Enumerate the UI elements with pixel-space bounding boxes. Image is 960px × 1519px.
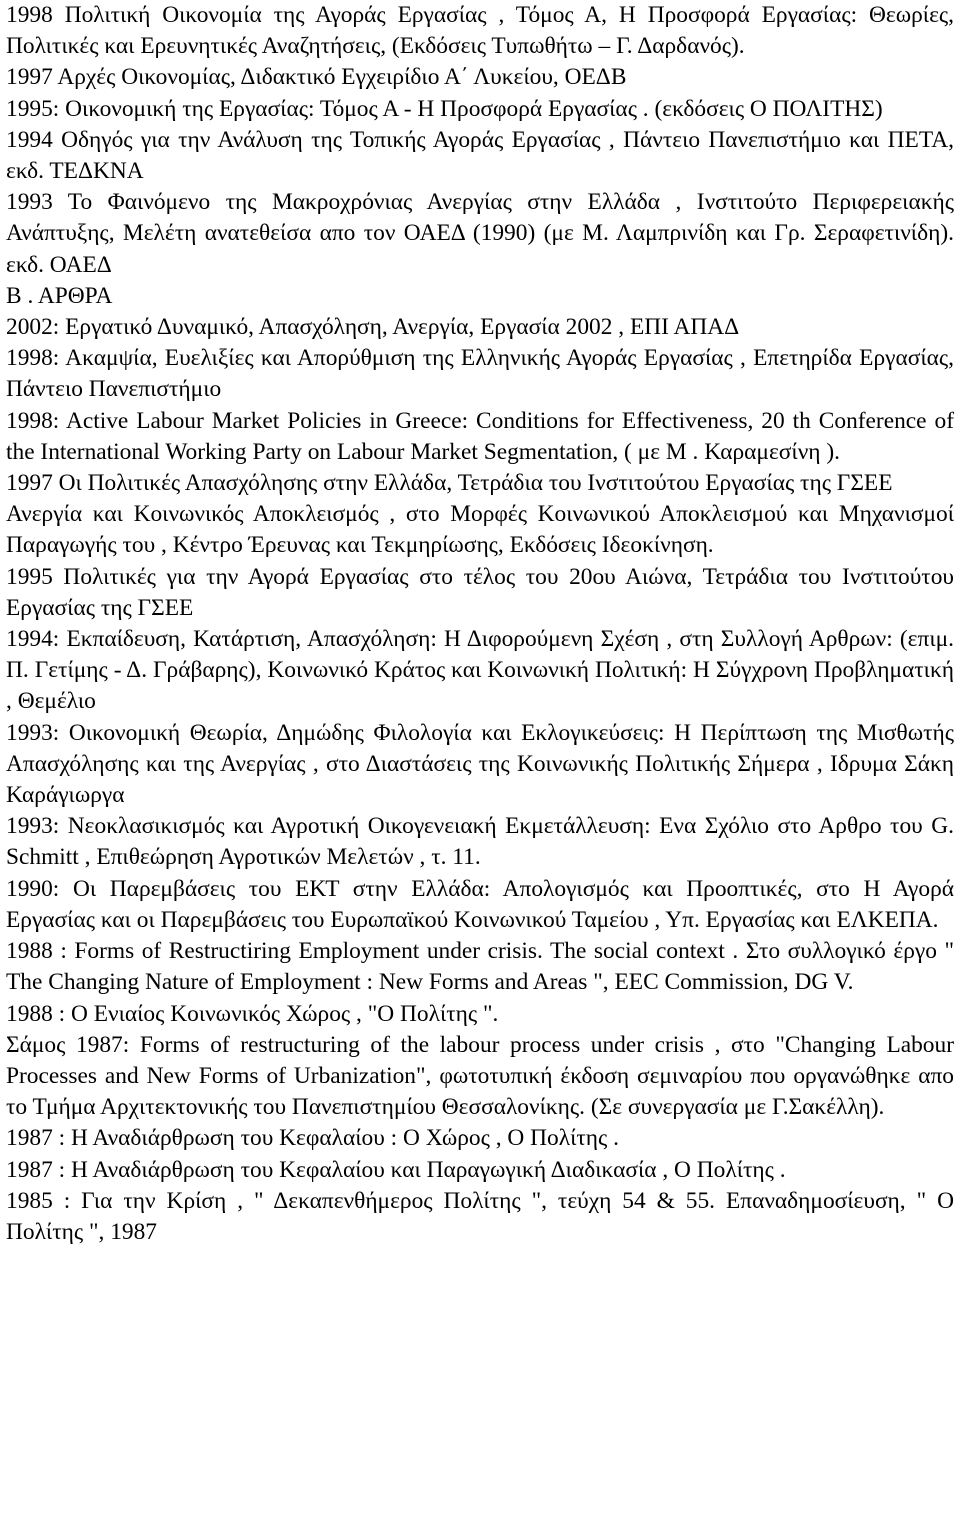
entry-paragraph: Ανεργία και Κοινωνικός Αποκλεισμός , στο Μορφές Κοινωνικού Αποκλεισμού και Μηχανισμοί Παραγωγής του , Κέντρο Έρευνας και Τεκμηρίωσης, Εκδόσεις Ιδεοκίνηση. xyxy=(6,501,954,559)
entry-paragraph: 1994 Οδηγός για την Ανάλυση της Τοπικής Αγοράς Εργασίας , Πάντειο Πανεπιστήμιο και ΠΕΤΑ, εκδ. ΤΕΔΚΝΑ xyxy=(6,126,954,185)
section-heading: Β . ΑΡΘΡΑ xyxy=(6,282,113,309)
entry-paragraph: 1988 : Ο Ενιαίος Κοινωνικός Χώρος , "Ο Πολίτης ". xyxy=(6,1000,499,1027)
entry-paragraph: 1994: Εκπαίδευση, Κατάρτιση, Απασχόληση: Η Διφορούμενη Σχέση , στη Συλλογή Αρθρων: (επιμ. Π. Γετίμης - Δ. Γράβαρης), Κοινωνικό Κράτος και Κοινωνική Πολιτική: Η Σύγχρονη Προβληματική , Θεμέλιο xyxy=(6,626,954,715)
entry-paragraph: 1998: Active Labour Market Policies in Greece: Conditions for Effectiveness, 20 th Conference of the International Working Party on Labour Market Segmentation, ( με Μ . Καραμεσίνη ). xyxy=(6,407,954,465)
entry-paragraph: 2002: Εργατικό Δυναμικό, Απασχόληση, Ανεργία, Εργασία 2002 , ΕΠΙ ΑΠΑΔ xyxy=(6,314,740,341)
entry-paragraph: Σάμος 1987: Forms of restructuring of the labour process under crisis , στο "Changing Labour Processes and New Forms of Urbanization", φωτοτυπική έκδοση σεμιναρίου που οργανώθηκε απο το Τμήμα Αρχιτεκτονικής του Πανεπιστημίου Θεσσαλονίκης. (Σε συνεργασία με Γ.Σακέλλη). xyxy=(6,1031,954,1121)
entry-paragraph: 1987 : Η Αναδιάρθρωση του Κεφαλαίου και Παραγωγική Διαδικασία , Ο Πολίτης . xyxy=(6,1156,786,1183)
entry-paragraph: 1993: Οικονομική Θεωρία, Δημώδης Φιλολογία και Εκλογικεύσεις: Η Περίπτωση της Μισθωτής Απασχόλησης και της Ανεργίας , στο Διαστάσεις της Κοινωνικής Πολιτικής Σήμερα , Ιδρυμα Σάκη Καράγιωργα xyxy=(6,719,954,809)
entry-paragraph: 1997 Αρχές Οικονομίας, Διδακτικό Εγχειρίδιο Α΄ Λυκείου, ΟΕΔΒ xyxy=(6,64,627,91)
entry-paragraph: 1993 Το Φαινόμενο της Μακροχρόνιας Ανεργίας στην Ελλάδα , Ινστιτούτο Περιφερειακής Ανάπτυξης, Μελέτη ανατεθείσα απο τον ΟΑΕΔ (1990) (με Μ. Λαμπρινίδη και Γρ. Σεραφετινίδη). εκδ. ΟΑΕΔ xyxy=(6,189,954,278)
entry-paragraph: 1988 : Forms of Restructiring Employment under crisis. The social context . Στο συλλογικό έργο " The Changing Nature of Employment : New Forms and Areas ", EEC Commission, DG V. xyxy=(6,938,954,996)
entry-paragraph: 1993: Νεοκλασικισμός και Αγροτική Οικογενειακή Εκμετάλλευση: Ενα Σχόλιο στο Αρθρο του G. Schmitt , Επιθεώρηση Αγροτικών Μελετών , τ. 11. xyxy=(6,813,954,871)
entry-paragraph: 1985 : Για την Κρίση , " Δεκαπενθήμερος Πολίτης ", τεύχη 54 & 55. Επαναδημοσίευση, " Ο Πολίτης ", 1987 xyxy=(6,1187,954,1245)
entry-paragraph: 1995 Πολιτικές για την Αγορά Εργασίας στο τέλος του 20ου Αιώνα, Τετράδια του Ινστιτούτου Εργασίας της ΓΣΕΕ xyxy=(6,563,954,621)
entry-paragraph: 1990: Οι Παρεμβάσεις του ΕΚΤ στην Ελλάδα: Απολογισμός και Προοπτικές, στο Η Αγορά Εργασίας και οι Παρεμβάσεις του Ευρωπαϊκού Κοινωνικού Ταμείου , Υπ. Εργασίας και ΕΛΚΕΠΑ. xyxy=(6,875,954,933)
entry-paragraph: 1997 Οι Πολιτικές Απασχόλησης στην Ελλάδα, Τετράδια του Ινστιτούτου Εργασίας της ΓΣΕΕ xyxy=(6,470,893,497)
entry-paragraph: 1995: Οικονομική της Εργασίας: Τόμος Α - Η Προσφορά Εργασίας . (εκδόσεις Ο ΠΟΛΙΤΗΣ) xyxy=(6,95,883,122)
entry-paragraph: 1987 : Η Αναδιάρθρωση του Κεφαλαίου : Ο Χώρος , Ο Πολίτης . xyxy=(6,1125,619,1152)
entry-paragraph: 1998 Πολιτική Οικονομία της Αγοράς Εργασίας , Τόμος Α, Η Προσφορά Εργασίας: Θεωρίες, Πολιτικές και Ερευνητικές Αναζητήσεις, (Εκδόσεις Τυπωθήτω – Γ. Δαρδανός). xyxy=(6,2,954,60)
entry-paragraph: 1998: Ακαμψία, Ευελιξίες και Απορύθμιση της Ελληνικής Αγοράς Εργασίας , Επετηρίδα Εργασίας, Πάντειο Πανεπιστήμιο xyxy=(6,345,954,403)
